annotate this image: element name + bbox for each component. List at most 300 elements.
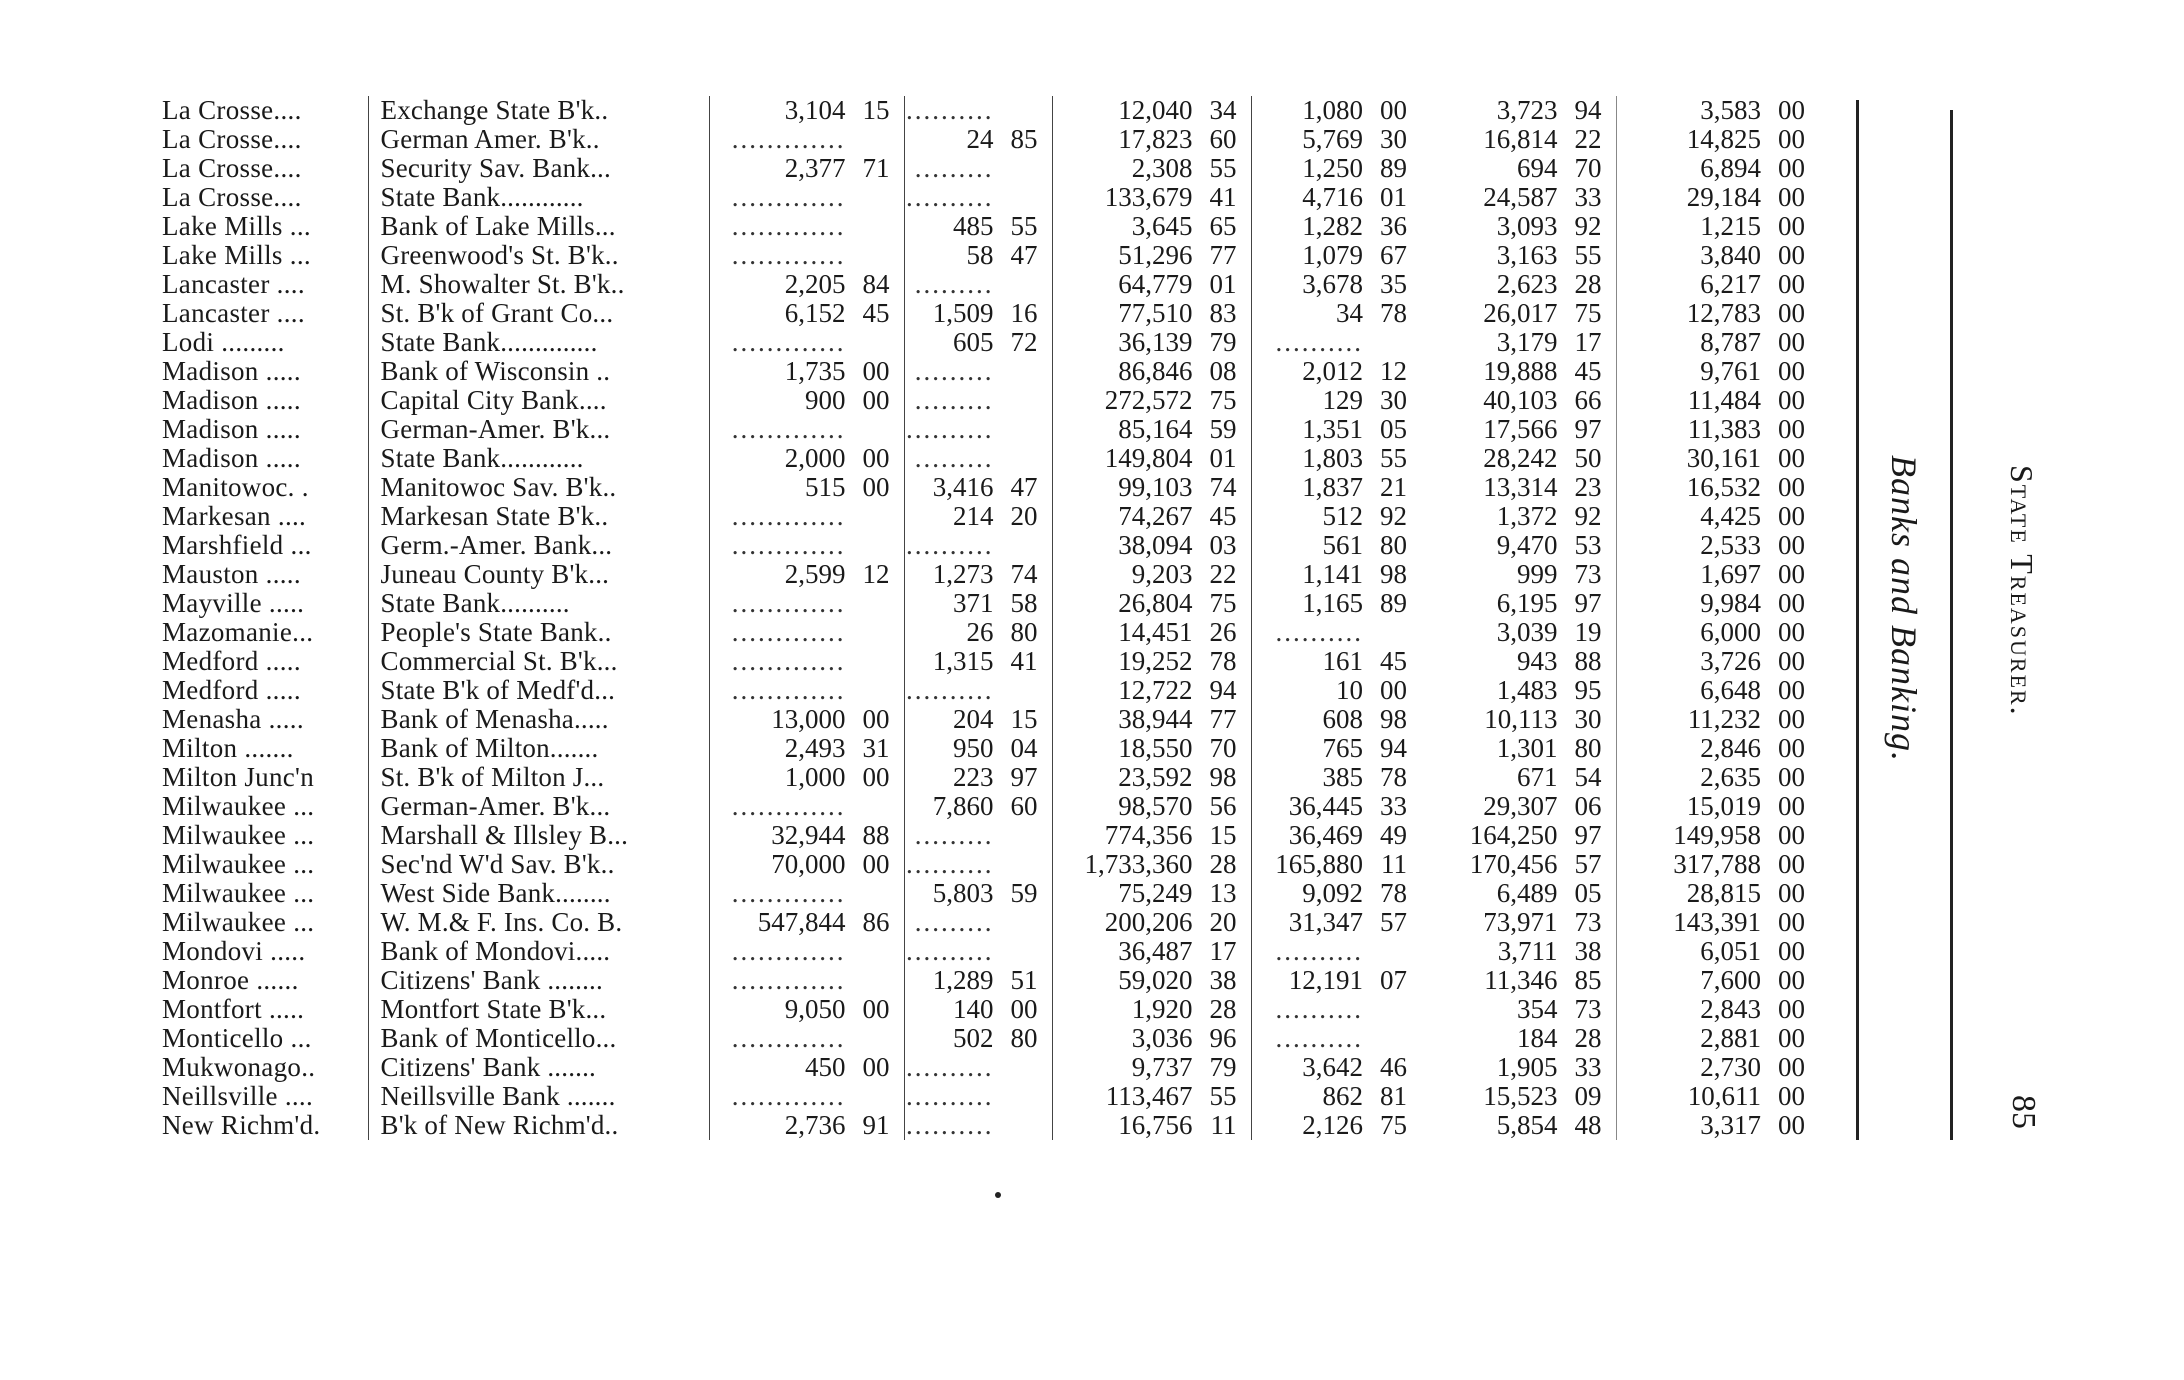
dollars: .......... [906,1111,994,1140]
dollars: .......... [906,183,994,212]
dollars: 3,678 [1302,270,1363,299]
dollars: 10,611 [1687,1082,1761,1111]
cents: 28 [1209,850,1237,879]
cents: 00 [1778,183,1805,212]
bank-name-cell: Citizens' Bank ........ [368,966,709,995]
amount-cell-e [1421,676,1616,705]
cents: 97 [1574,589,1602,618]
bank-ledger-table [162,96,1811,1140]
cents: 55 [1010,212,1038,241]
amount-cell-e [1421,444,1616,473]
cents: 00 [1778,792,1805,821]
amount-cell-a [709,386,904,415]
amount-cell-a [709,937,904,966]
table-row [162,444,1811,473]
amount-cell-e [1421,821,1616,850]
town-cell: Milton ....... [162,734,294,763]
dollars: 36,487 [1118,937,1193,966]
dollars: 36,139 [1118,328,1193,357]
dollars: 1,215 [1700,212,1761,241]
amount-cell-c [1052,357,1251,386]
amount-cell-b [904,705,1052,734]
dollars: 6,217 [1700,270,1761,299]
dollars: 561 [1322,531,1363,560]
dollars: .......... [906,96,994,125]
dollars: 1,282 [1302,212,1363,241]
dollars: .......... [906,676,994,705]
cents: 28 [1209,995,1237,1024]
amount-cell-d [1251,328,1421,357]
amount-cell-e [1421,96,1616,125]
cents: 57 [1574,850,1602,879]
amount-cell-b [904,937,1052,966]
amount-cell-f [1616,966,1811,995]
dollars: 3,723 [1496,96,1558,125]
amount-cell-d [1251,792,1421,821]
amount-cell-e [1421,1111,1616,1140]
amount-cell-e [1421,212,1616,241]
dollars: ............. [731,212,846,241]
dollars: 28,242 [1483,444,1558,473]
table-row [162,531,1811,560]
dollars: 2,635 [1700,763,1761,792]
amount-cell-c [1052,386,1251,415]
cents: 45 [862,299,890,328]
table-row [162,908,1811,937]
dollars: 9,984 [1700,589,1761,618]
ink-dot [995,1192,1001,1198]
cents: 85 [1574,966,1602,995]
cents: 60 [1209,125,1237,154]
cents: 00 [1778,763,1805,792]
cents: 74 [1209,473,1237,502]
dollars: 354 [1517,995,1558,1024]
bank-name-cell: Commercial St. B'k... [368,647,709,676]
dollars: 51,296 [1118,241,1193,270]
amount-cell-d [1251,879,1421,908]
dollars: 24,587 [1483,183,1558,212]
dollars: 10,113 [1484,705,1558,734]
amount-cell-d [1251,1111,1421,1140]
town-cell: Milwaukee ... [162,908,315,937]
amount-cell-c [1052,966,1251,995]
dollars: 149,958 [1673,821,1761,850]
cents: 78 [1380,299,1407,328]
dollars: 1,289 [932,966,994,995]
cents: 45 [1574,357,1602,386]
amount-cell-d [1251,589,1421,618]
dollars: .......... [1275,995,1363,1024]
amount-cell-e [1421,763,1616,792]
dollars: 943 [1517,647,1558,676]
cents: 00 [862,473,890,502]
cents: 00 [862,763,890,792]
town-cell: Mondovi ..... [162,937,306,966]
bank-name-cell: Markesan State B'k.. [368,502,709,531]
dollars: 99,103 [1118,473,1193,502]
cents: 11 [1381,850,1407,879]
cents: 00 [1380,676,1407,705]
amount-cell-e [1421,357,1616,386]
cents: 00 [1778,995,1805,1024]
dollars: 3,645 [1131,212,1193,241]
cents: 12 [1380,357,1407,386]
table-row [162,1111,1811,1140]
dollars: 1,697 [1700,560,1761,589]
cents: 16 [1010,299,1038,328]
amount-cell-a [709,618,904,647]
cents: 00 [862,850,890,879]
cents: 36 [1380,212,1407,241]
dollars: 149,804 [1104,444,1193,473]
town-cell: Milwaukee ... [162,821,315,850]
cents: 00 [1778,676,1805,705]
amount-cell-a [709,792,904,821]
bank-name-cell: State Bank............ [368,183,709,212]
cents: 00 [1778,154,1805,183]
town-cell: Mauston ..... [162,560,301,589]
amount-cell-d [1251,531,1421,560]
dollars: ......... [914,444,994,473]
cents: 11 [1210,1111,1237,1140]
amount-cell-d [1251,995,1421,1024]
amount-cell-c [1052,299,1251,328]
table-row [162,183,1811,212]
cents: 00 [1778,299,1805,328]
dollars: 862 [1322,1082,1363,1111]
dollars: 1,372 [1496,502,1558,531]
cents: 09 [1574,1082,1602,1111]
amount-cell-e [1421,879,1616,908]
dollars: 161 [1322,647,1363,676]
cents: 38 [1209,966,1237,995]
amount-cell-d [1251,850,1421,879]
cents: 15 [1010,705,1038,734]
dollars: .......... [906,415,994,444]
cents: 75 [1209,386,1237,415]
amount-cell-f [1616,763,1811,792]
amount-cell-e [1421,937,1616,966]
dollars: 1,000 [784,763,846,792]
cents: 33 [1380,792,1407,821]
cents: 28 [1574,1024,1602,1053]
amount-cell-d [1251,212,1421,241]
dollars: 9,470 [1496,531,1558,560]
dollars: 6,195 [1496,589,1558,618]
dollars: 75,249 [1118,879,1193,908]
dollars: 129 [1322,386,1363,415]
amount-cell-c [1052,212,1251,241]
town-cell: Markesan .... [162,502,307,531]
cents: 00 [1778,241,1805,270]
dollars: 26,017 [1483,299,1558,328]
dollars: 14,451 [1118,618,1193,647]
amount-cell-e [1421,1082,1616,1111]
cents: 03 [1209,531,1237,560]
dollars: 73,971 [1483,908,1558,937]
cents: 20 [1010,502,1038,531]
table-row [162,763,1811,792]
dollars: 165,880 [1275,850,1363,879]
town-cell: Monticello ... [162,1024,312,1053]
cents: 00 [862,386,890,415]
dollars: 5,854 [1496,1111,1558,1140]
cents: 83 [1209,299,1237,328]
town-cell: Milton Junc'n [162,763,315,792]
amount-cell-c [1052,270,1251,299]
table-row [162,734,1811,763]
table-row [162,850,1811,879]
dollars: ............. [731,647,846,676]
dollars: 113,467 [1105,1082,1193,1111]
amount-cell-c [1052,1082,1251,1111]
dollars: 24 [966,125,994,154]
amount-cell-b [904,531,1052,560]
cents: 98 [1209,763,1237,792]
amount-cell-c [1052,502,1251,531]
dollars: 7,860 [932,792,994,821]
cents: 85 [1010,125,1038,154]
cents: 59 [1010,879,1038,908]
dollars: 28,815 [1686,879,1761,908]
town-cell: Medford ..... [162,676,301,705]
amount-cell-a [709,1082,904,1111]
cents: 22 [1209,560,1237,589]
bank-name-cell: Bank of Mondovi..... [368,937,709,966]
dollars: 184 [1517,1024,1558,1053]
bank-name-cell: Bank of Menasha..... [368,705,709,734]
amount-cell-d [1251,1082,1421,1111]
town-cell: Milwaukee ... [162,792,315,821]
amount-cell-f [1616,705,1811,734]
cents: 00 [1778,96,1805,125]
amount-cell-d [1251,705,1421,734]
cents: 00 [1778,502,1805,531]
cents: 21 [1380,473,1407,502]
cents: 73 [1574,908,1602,937]
amount-cell-d [1251,560,1421,589]
dollars: 38,944 [1118,705,1193,734]
amount-cell-e [1421,1024,1616,1053]
amount-cell-b [904,647,1052,676]
cents: 78 [1209,647,1237,676]
dollars: 31,347 [1288,908,1363,937]
dollars: 29,307 [1483,792,1558,821]
bank-name-cell: West Side Bank........ [368,879,709,908]
dollars: 164,250 [1469,821,1558,850]
dollars: 3,711 [1497,937,1558,966]
cents: 33 [1574,183,1602,212]
amount-cell-d [1251,473,1421,502]
cents: 01 [1209,270,1237,299]
bank-name-cell: Bank of Milton....... [368,734,709,763]
amount-cell-b [904,212,1052,241]
dollars: ......... [914,357,994,386]
cents: 84 [862,270,890,299]
cents: 80 [1380,531,1407,560]
town-cell: Milwaukee ... [162,850,315,879]
cents: 00 [1778,618,1805,647]
town-cell: Marshfield ... [162,531,312,560]
amount-cell-f [1616,821,1811,850]
town-cell: Lodi ......... [162,328,285,357]
dollars: 3,726 [1700,647,1761,676]
cents: 15 [862,96,890,125]
dollars: 9,203 [1131,560,1193,589]
cents: 00 [1778,473,1805,502]
table-row [162,705,1811,734]
amount-cell-d [1251,502,1421,531]
cents: 28 [1574,270,1602,299]
dollars: 13,000 [771,705,846,734]
dollars: 26,804 [1118,589,1193,618]
bank-name-cell: Manitowoc Sav. B'k.. [368,473,709,502]
table-row [162,96,1811,125]
dollars: 6,894 [1700,154,1761,183]
bank-name-cell: German Amer. B'k.. [368,125,709,154]
amount-cell-f [1616,618,1811,647]
cents: 88 [1574,647,1602,676]
cents: 20 [1209,908,1237,937]
cents: 00 [1778,531,1805,560]
amount-cell-a [709,444,904,473]
dollars: 29,184 [1686,183,1761,212]
table-row [162,241,1811,270]
running-head: State Treasurer. [2004,465,2040,717]
dollars: 3,179 [1496,328,1558,357]
cents: 00 [1778,821,1805,850]
amount-cell-e [1421,125,1616,154]
amount-cell-a [709,995,904,1024]
cents: 48 [1574,1111,1602,1140]
amount-cell-a [709,908,904,937]
bank-name-cell: Greenwood's St. B'k.. [368,241,709,270]
cents: 79 [1209,328,1237,357]
amount-cell-b [904,444,1052,473]
amount-cell-e [1421,386,1616,415]
bank-name-cell: W. M.& F. Ins. Co. B. [368,908,709,937]
amount-cell-b [904,560,1052,589]
amount-cell-f [1616,937,1811,966]
cents: 00 [1778,444,1805,473]
dollars: 38,094 [1118,531,1193,560]
bank-name-cell: State B'k of Medf'd... [368,676,709,705]
dollars: 1,079 [1302,241,1363,270]
dollars: 900 [805,386,846,415]
amount-cell-c [1052,1111,1251,1140]
amount-cell-e [1421,531,1616,560]
cents: 75 [1574,299,1602,328]
amount-cell-e [1421,560,1616,589]
cents: 73 [1574,560,1602,589]
amount-cell-e [1421,792,1616,821]
cents: 00 [1010,995,1038,1024]
cents: 00 [1778,1111,1805,1140]
amount-cell-b [904,821,1052,850]
dollars: 6,648 [1700,676,1761,705]
cents: 92 [1574,212,1602,241]
cents: 45 [1209,502,1237,531]
dollars: 1,080 [1302,96,1363,125]
cents: 00 [862,444,890,473]
dollars: ............. [731,966,846,995]
town-cell: La Crosse.... [162,96,302,125]
amount-cell-d [1251,241,1421,270]
amount-cell-a [709,96,904,125]
cents: 65 [1209,212,1237,241]
amount-cell-b [904,183,1052,212]
amount-cell-e [1421,908,1616,937]
cents: 00 [1778,734,1805,763]
amount-cell-e [1421,995,1616,1024]
cents: 00 [1778,1082,1805,1111]
cents: 94 [1209,676,1237,705]
dollars: 3,163 [1496,241,1558,270]
dollars: 2,205 [784,270,846,299]
amount-cell-e [1421,1053,1616,1082]
town-cell: La Crosse.... [162,125,302,154]
dollars: 36,445 [1288,792,1363,821]
amount-cell-a [709,502,904,531]
cents: 00 [1778,908,1805,937]
dollars: 86,846 [1118,357,1193,386]
amount-cell-c [1052,676,1251,705]
amount-cell-e [1421,473,1616,502]
cents: 00 [1778,212,1805,241]
cents: 06 [1574,792,1602,821]
dollars: 4,425 [1700,502,1761,531]
amount-cell-a [709,328,904,357]
town-cell: Milwaukee ... [162,879,315,908]
amount-cell-f [1616,386,1811,415]
cents: 05 [1574,879,1602,908]
bank-name-cell: Germ.-Amer. Bank... [368,531,709,560]
bank-name-cell: Juneau County B'k... [368,560,709,589]
cents: 80 [1574,734,1602,763]
cents: 01 [1380,183,1407,212]
cents: 97 [1010,763,1038,792]
dollars: .......... [1275,328,1363,357]
cents: 55 [1209,154,1237,183]
amount-cell-c [1052,908,1251,937]
bank-name-cell: Neillsville Bank ....... [368,1082,709,1111]
amount-cell-c [1052,589,1251,618]
cents: 45 [1380,647,1407,676]
cents: 41 [1010,647,1038,676]
amount-cell-c [1052,1024,1251,1053]
bank-name-cell: German-Amer. B'k... [368,792,709,821]
cents: 98 [1380,560,1407,589]
amount-cell-c [1052,995,1251,1024]
cents: 00 [1380,96,1407,125]
cents: 55 [1380,444,1407,473]
amount-cell-b [904,589,1052,618]
bank-name-cell: M. Showalter St. B'k.. [368,270,709,299]
dollars: 950 [953,734,994,763]
amount-cell-a [709,299,904,328]
dollars: 17,566 [1483,415,1558,444]
amount-cell-a [709,1111,904,1140]
cents: 30 [1574,705,1602,734]
dollars: 34 [1336,299,1363,328]
table-row [162,154,1811,183]
amount-cell-f [1616,212,1811,241]
amount-cell-b [904,241,1052,270]
cents: 67 [1380,241,1407,270]
cents: 38 [1574,937,1602,966]
table-row [162,125,1811,154]
table-row [162,821,1811,850]
